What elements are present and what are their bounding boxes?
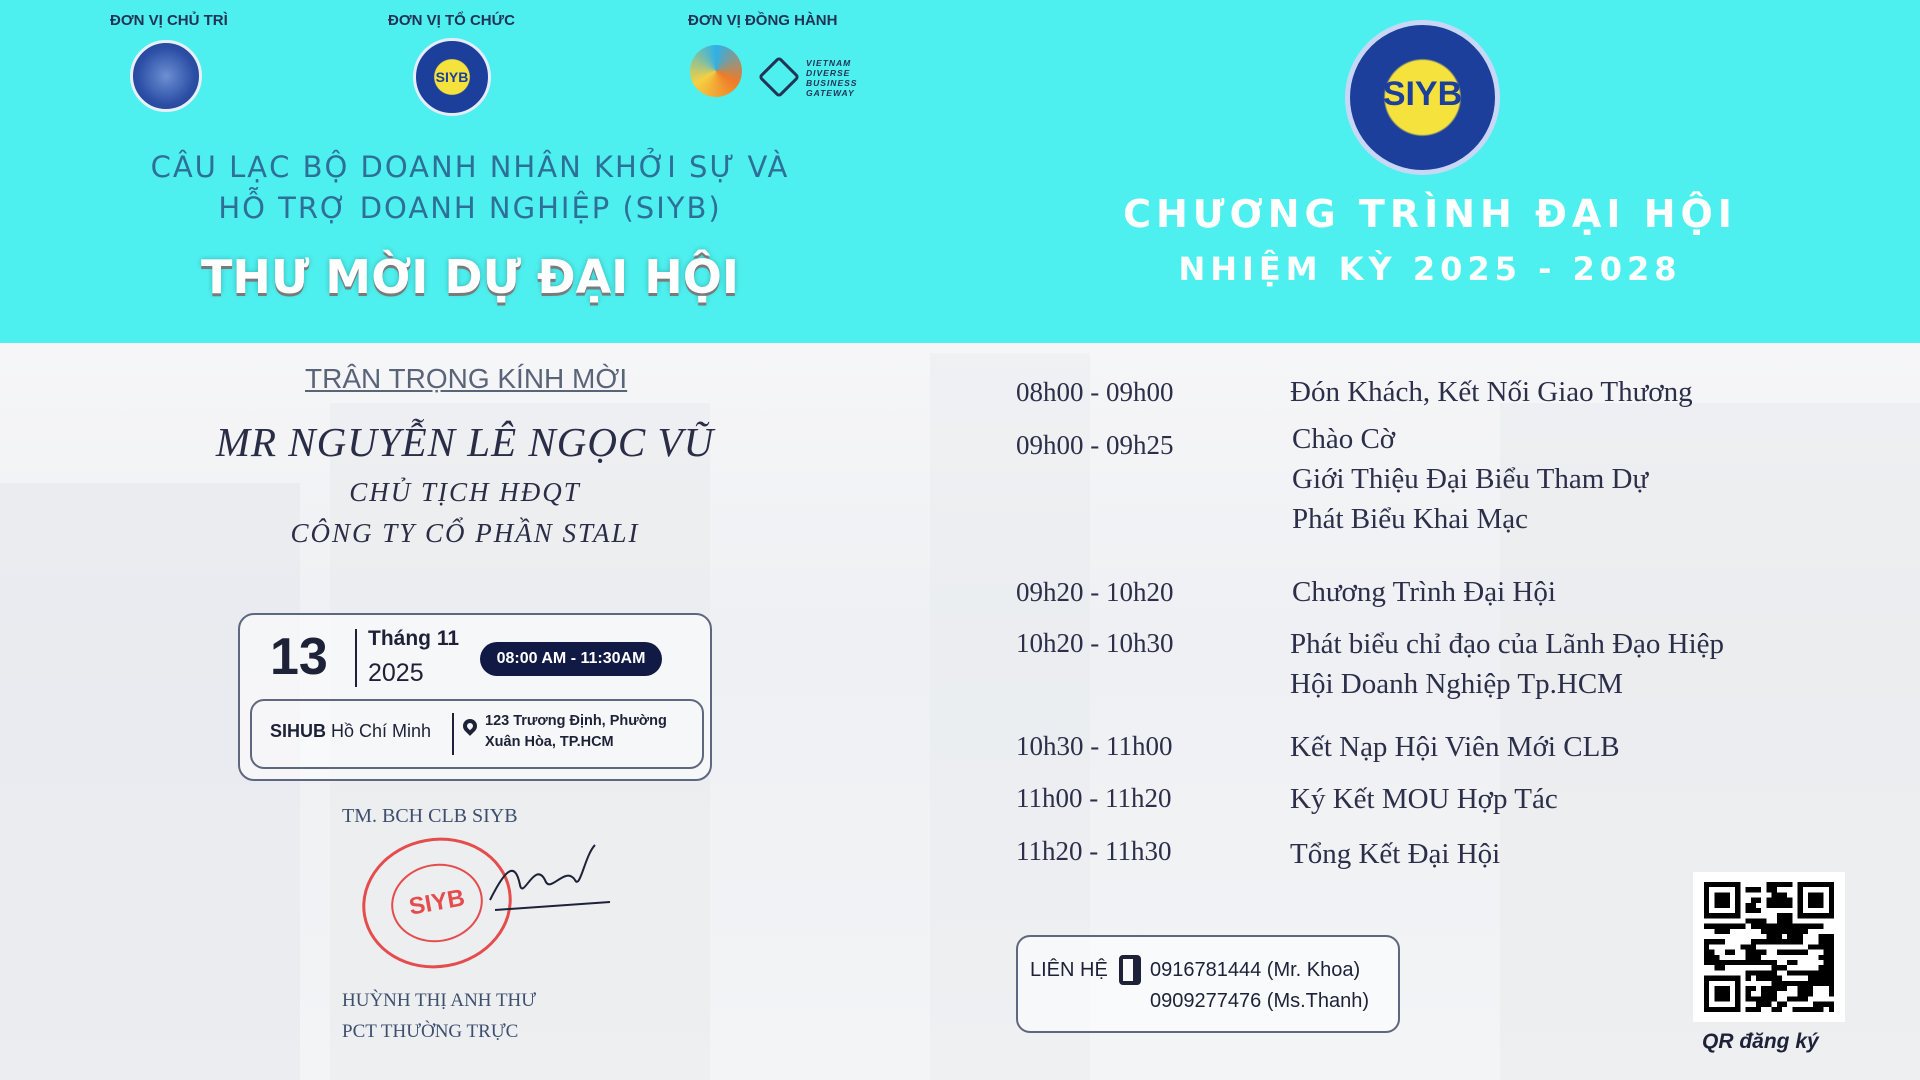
date-divider (355, 629, 357, 687)
agenda-time: 11h00 - 11h20 (1016, 783, 1172, 813)
respectfully-invite: TRÂN TRỌNG KÍNH MỜI (305, 363, 628, 394)
guest-name: MR NGUYỄN LÊ NGỌC VŨ (215, 419, 715, 465)
venue-box (250, 699, 704, 769)
agenda-time: 09h00 - 09h25 (1016, 430, 1174, 460)
invite-title: THƯ MỜI DỰ ĐẠI HỘI (200, 250, 740, 304)
event-day: 13 (270, 628, 328, 686)
event-date-box (238, 613, 712, 781)
sponsor-host-label: ĐƠN VỊ CHỦ TRÌ (110, 12, 228, 29)
agenda-item: Ký Kết MOU Hợp Tác (1290, 783, 1558, 815)
sponsor-partner-label: ĐƠN VỊ ĐỒNG HÀNH (688, 12, 838, 29)
signer-name: HUỲNH THỊ ANH THƯ (342, 990, 537, 1011)
guest-company: CÔNG TY CỔ PHẦN STALI (290, 518, 640, 548)
contact-phone-1[interactable]: 0916781444 (Mr. Khoa) (1150, 959, 1361, 981)
contact-phone-2[interactable]: 0909277476 (Ms.Thanh) (1150, 990, 1370, 1012)
venue-divider (452, 713, 454, 755)
program-term: NHIỆM KỲ 2025 - 2028 (1178, 250, 1682, 288)
contact-label: LIÊN HỆ (1030, 959, 1108, 981)
agenda-item: Hội Doanh Nghiệp Tp.HCM (1290, 668, 1623, 700)
vdbg-logo-text: VIETNAM DIVERSE BUSINESS GATEWAY (806, 58, 858, 98)
agenda-time: 11h20 - 11h30 (1016, 836, 1172, 866)
org-name-line1: CÂU LẠC BỘ DOANH NHÂN KHỞI SỰ VÀ (150, 150, 790, 184)
venue-name: SIHUB Hồ Chí Minh (270, 721, 432, 741)
agenda-item: Phát Biểu Khai Mạc (1292, 503, 1528, 535)
signer-role: PCT THƯỜNG TRỰC (342, 1021, 519, 1042)
partner-swirl-logo-icon (690, 45, 742, 97)
venue-address: 123 Trương Định, Phường Xuân Hòa, TP.HCM (485, 713, 667, 750)
qr-label: QR đăng ký (1702, 1030, 1819, 1053)
agenda-time: 10h20 - 10h30 (1016, 628, 1174, 658)
agenda-item: Phát biểu chỉ đạo của Lãnh Đạo Hiệp (1290, 628, 1725, 660)
org-name-line2: HỖ TRỢ DOANH NGHIỆP (SIYB) (218, 191, 722, 225)
siyb-main-logo-icon: SIYB (1345, 20, 1500, 175)
phone-icon (1119, 955, 1141, 985)
contact-box (1016, 935, 1400, 1033)
program-title: CHƯƠNG TRÌNH ĐẠI HỘI (1123, 192, 1737, 236)
red-seal-stamp-icon: SIYB (352, 826, 522, 980)
on-behalf-label: TM. BCH CLB SIYB (342, 805, 518, 827)
event-time: 08:00 AM - 11:30AM (480, 642, 662, 676)
sponsor-organizer-label: ĐƠN VỊ TỔ CHỨC (388, 12, 515, 29)
event-year: 2025 (368, 659, 424, 687)
guest-title: CHỦ TỊCH HĐQT (349, 477, 581, 507)
host-logo-icon (130, 40, 202, 112)
agenda-item: Chào Cờ (1292, 423, 1396, 455)
registration-qr-code-icon[interactable] (1693, 872, 1845, 1022)
agenda-item: Đón Khách, Kết Nối Giao Thương (1290, 376, 1693, 408)
siyb-logo-icon: SIYB (413, 38, 491, 116)
event-month: Tháng 11 (368, 627, 460, 650)
agenda-time: 10h30 - 11h00 (1016, 731, 1173, 761)
handwritten-signature-icon (485, 840, 615, 920)
agenda-time: 08h00 - 09h00 (1016, 377, 1174, 407)
location-pin-icon (460, 716, 480, 736)
agenda-item: Kết Nạp Hội Viên Mới CLB (1290, 731, 1620, 763)
agenda-item: Chương Trình Đại Hội (1292, 576, 1556, 608)
agenda-item: Tổng Kết Đại Hội (1290, 838, 1501, 870)
agenda-item: Giới Thiệu Đại Biểu Tham Dự (1292, 463, 1649, 495)
agenda-time: 09h20 - 10h20 (1016, 577, 1174, 607)
